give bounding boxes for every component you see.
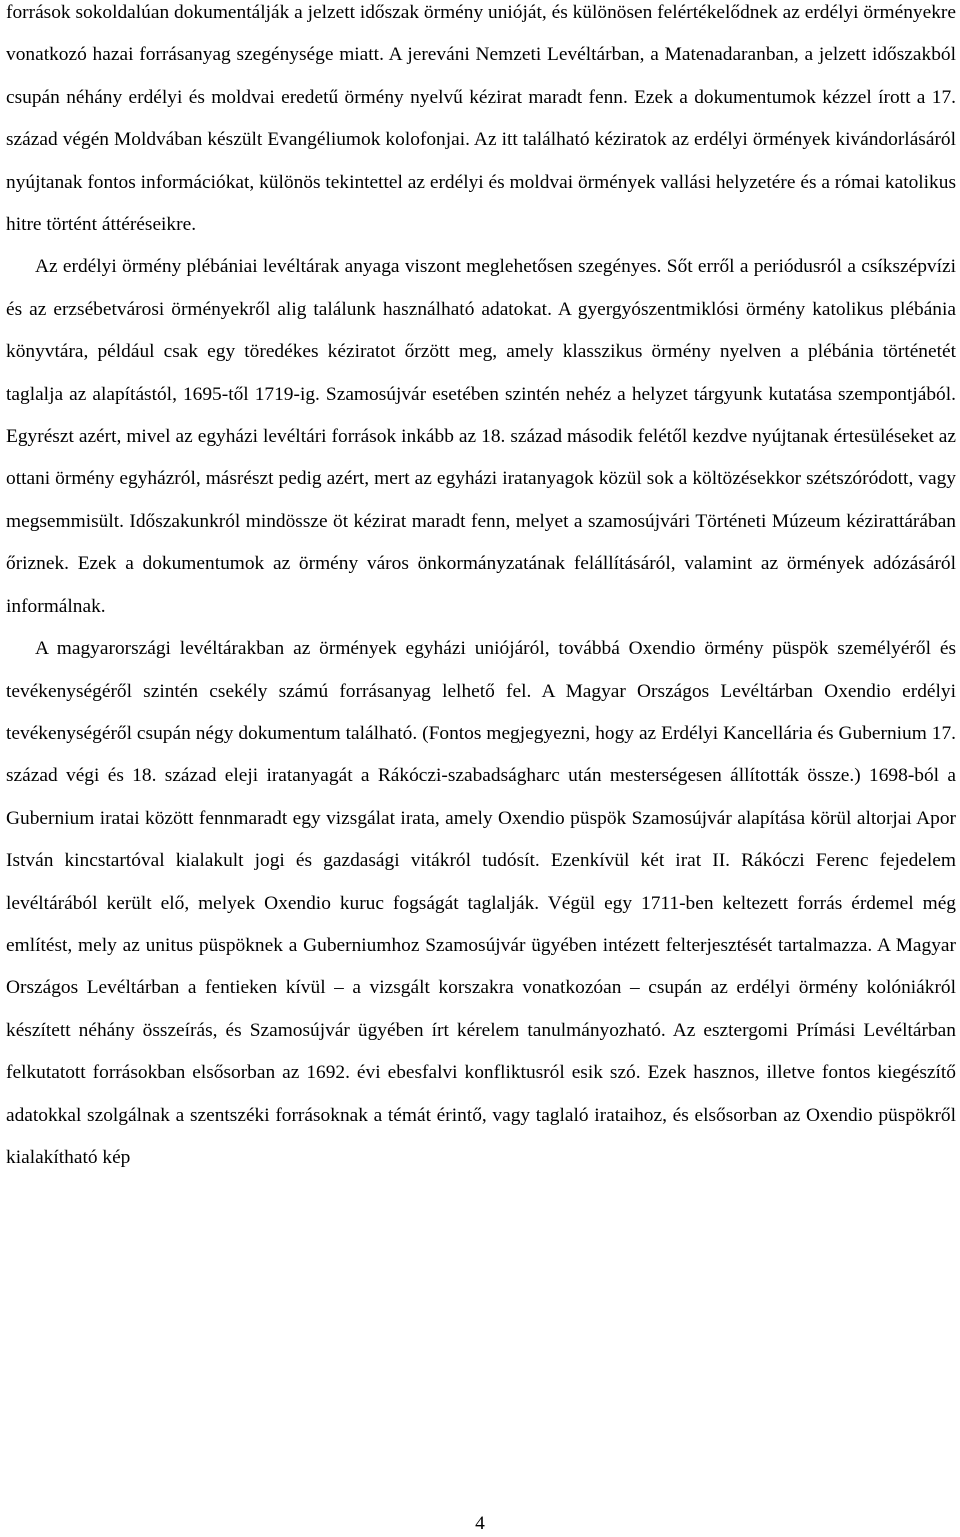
paragraph-1: források sokoldalúan dokumentálják a jelzett időszak örmény unióját, és különösen felértékelődnek az erdélyi örményekre vonatkozó hazai forrásanyag szegénysége miatt. A jereváni Nemzeti Levéltárban, a Matenadaranban, a jelzett időszakból csupán néhány erdélyi és moldvai eredetű örmény nyelvű kézirat maradt fenn. Ezek a dokumentumok kézzel írott a 17. század végén Moldvában készült Evangéliumok kolofonjai. Az itt található kéziratok az erdélyi örmények kivándorlásáról nyújtanak fontos információkat, különös tekintettel az erdélyi és moldvai örmények vallási helyzetére és a római katolikus hitre történt áttéréseikre. <box>6 2 956 236</box>
document-page <box>6 0 956 1179</box>
page-number: 4 <box>475 1513 485 1534</box>
paragraph-2: Az erdélyi örmény plébániai levéltárak anyaga viszont meglehetősen szegényes. Sőt erről a periódusról a csíkszépvízi és az erzsébetvárosi örményekről alig találunk használható adatokat. A gyergyószentmiklósi örmény katolikus plébánia könyvtára, például csak egy töredékes kéziratot őrzött meg, amely klasszikus örmény nyelven a plébánia történetét taglalja az alapítástól, 1695-től 1719-ig. Szamosújvár esetében szintén nehéz a helyzet tárgyunk kutatása szempontjából. Egyrészt azért, mivel az egyházi levéltári források inkább az 18. század második felétől kezdve nyújtanak értesüléseket az ottani örmény egyházról, másrészt pedig azért, mert az egyházi iratanyagok közül sok a költözésekkor szétszóródott, vagy megsemmisült. Időszakunkról mindössze öt kézirat maradt fenn, melyet a szamosújvári Történeti Múzeum kézirattárában őriznek. Ezek a dokumentumok az örmény város önkormányzatának felállításáról, valamint az örmények adózásáról informálnak. <box>6 256 956 617</box>
paragraph-3: A magyarországi levéltárakban az örmények egyházi uniójáról, továbbá Oxendio örmény püspök személyéről és tevékenységéről szintén csekély számú forrásanyag lelhető fel. A Magyar Országos Levéltárban Oxendio erdélyi tevékenységéről csupán négy dokumentum található. (Fontos megjegyezni, hogy az Erdélyi Kancellária és Gubernium 17. század végi és 18. század eleji iratanyagát a Rákóczi-szabadságharc után mesterségesen állították össze.) 1698-ból a Gubernium iratai között fennmaradt egy vizsgálat irata, amely Oxendio püspök Szamosújvár alapítása körül altorjai Apor István kincstartóval kialakult jogi és gazdasági vitákról tudósít. Ezenkívül két irat II. Rákóczi Ferenc fejedelem levéltárából került elő, melyek Oxendio kuruc fogságát taglalják. Végül egy 1711-ben keltezett forrás érdemel még említést, mely az unitus püspöknek a Guberniumhoz Szamosújvár ügyében intézett felterjesztését tartalmazza. A Magyar Országos Levéltárban a fentieken kívül – a vizsgált korszakra vonatkozóan – csupán az erdélyi örmény kolóniákról készített néhány összeírás, és Szamosújvár ügyében írt kérelem tanulmányozható. Az esztergomi Prímási Levéltárban felkutatott forrásokban elsősorban az 1692. évi ebesfalvi konfliktusról esik szó. Ezek hasznos, illetve fontos kiegészítő adatokkal szolgálnak a szentszéki forrásoknak a témát érintő, vagy taglaló irataihoz, és elsősorban az Oxendio püspökről kialakítható kép <box>6 638 956 1168</box>
